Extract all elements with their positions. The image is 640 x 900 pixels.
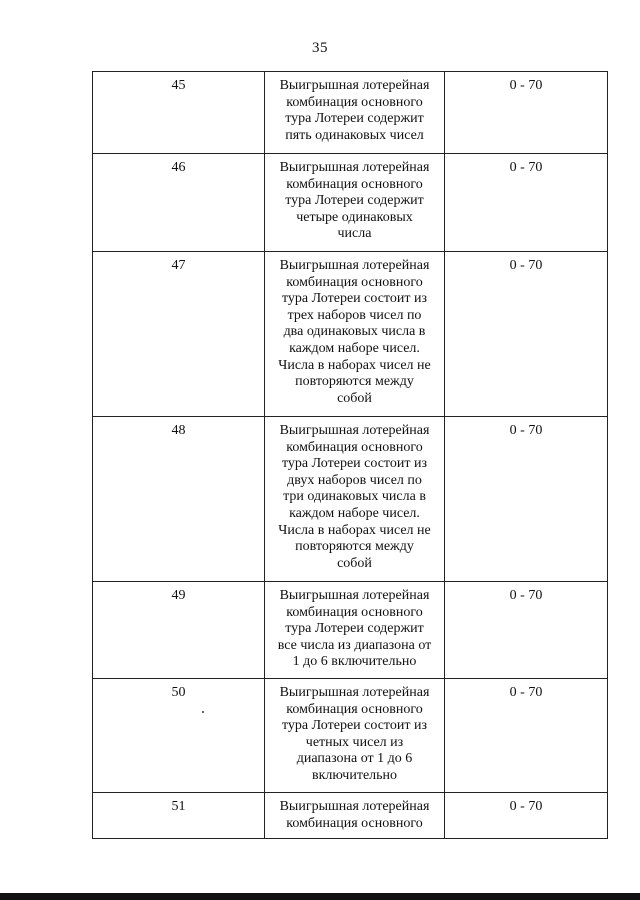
row-number: 45: [93, 72, 265, 154]
table-row: [93, 154, 608, 252]
row-description: [265, 417, 445, 582]
row-number: 49: [93, 582, 265, 679]
table-row: [93, 679, 608, 793]
row-range: 0 - 70: [445, 154, 608, 252]
scan-speck: [202, 711, 204, 713]
row-number: 51: [93, 793, 265, 839]
row-range: 0 - 70: [445, 793, 608, 839]
table-row: [93, 252, 608, 417]
table-row: [93, 582, 608, 679]
scan-bottom-edge: [0, 893, 640, 900]
row-description-text: Выигрышная лотерейная комбинация основного: [279, 799, 430, 831]
row-number: 48: [93, 417, 265, 582]
row-description: [265, 154, 445, 252]
table-row: [93, 793, 608, 839]
row-description: [265, 793, 445, 839]
row-number: 50: [93, 679, 265, 793]
row-description-text: Выигрышная лотерейная комбинация основного тура Лотереи состоит из двух наборов чисел по три одинаковых числа в каждом наборе чисел. Числа в наборах чисел не повторяются между собой: [278, 423, 431, 571]
row-description-text: Выигрышная лотерейная комбинация основного тура Лотереи состоит из трех наборов чисел по два одинаковых числа в каждом наборе чисел. Числа в наборах чисел не повторяются между собой: [278, 258, 431, 406]
row-description-text: Выигрышная лотерейная комбинация основного тура Лотереи содержит четыре одинаковых числа: [279, 160, 430, 242]
row-range: 0 - 70: [445, 252, 608, 417]
row-description: [265, 72, 445, 154]
row-description-text: Выигрышная лотерейная комбинация основного тура Лотереи содержит пять одинаковых чисел: [279, 78, 430, 143]
prize-table: [92, 71, 608, 839]
row-description-text: Выигрышная лотерейная комбинация основного тура Лотереи состоит из четных чисел из диапазона от 1 до 6 включительно: [279, 685, 430, 783]
row-description-text: Выигрышная лотерейная комбинация основного тура Лотереи содержит все числа из диапазона от 1 до 6 включительно: [277, 588, 432, 670]
row-number: 46: [93, 154, 265, 252]
row-range: 0 - 70: [445, 679, 608, 793]
row-range: 0 - 70: [445, 582, 608, 679]
row-description: [265, 252, 445, 417]
row-description: [265, 582, 445, 679]
row-range: 0 - 70: [445, 417, 608, 582]
row-number: 47: [93, 252, 265, 417]
table-row: [93, 417, 608, 582]
page-number: 35: [312, 40, 328, 56]
row-range: 0 - 70: [445, 72, 608, 154]
table-row: [93, 72, 608, 154]
row-description: [265, 679, 445, 793]
